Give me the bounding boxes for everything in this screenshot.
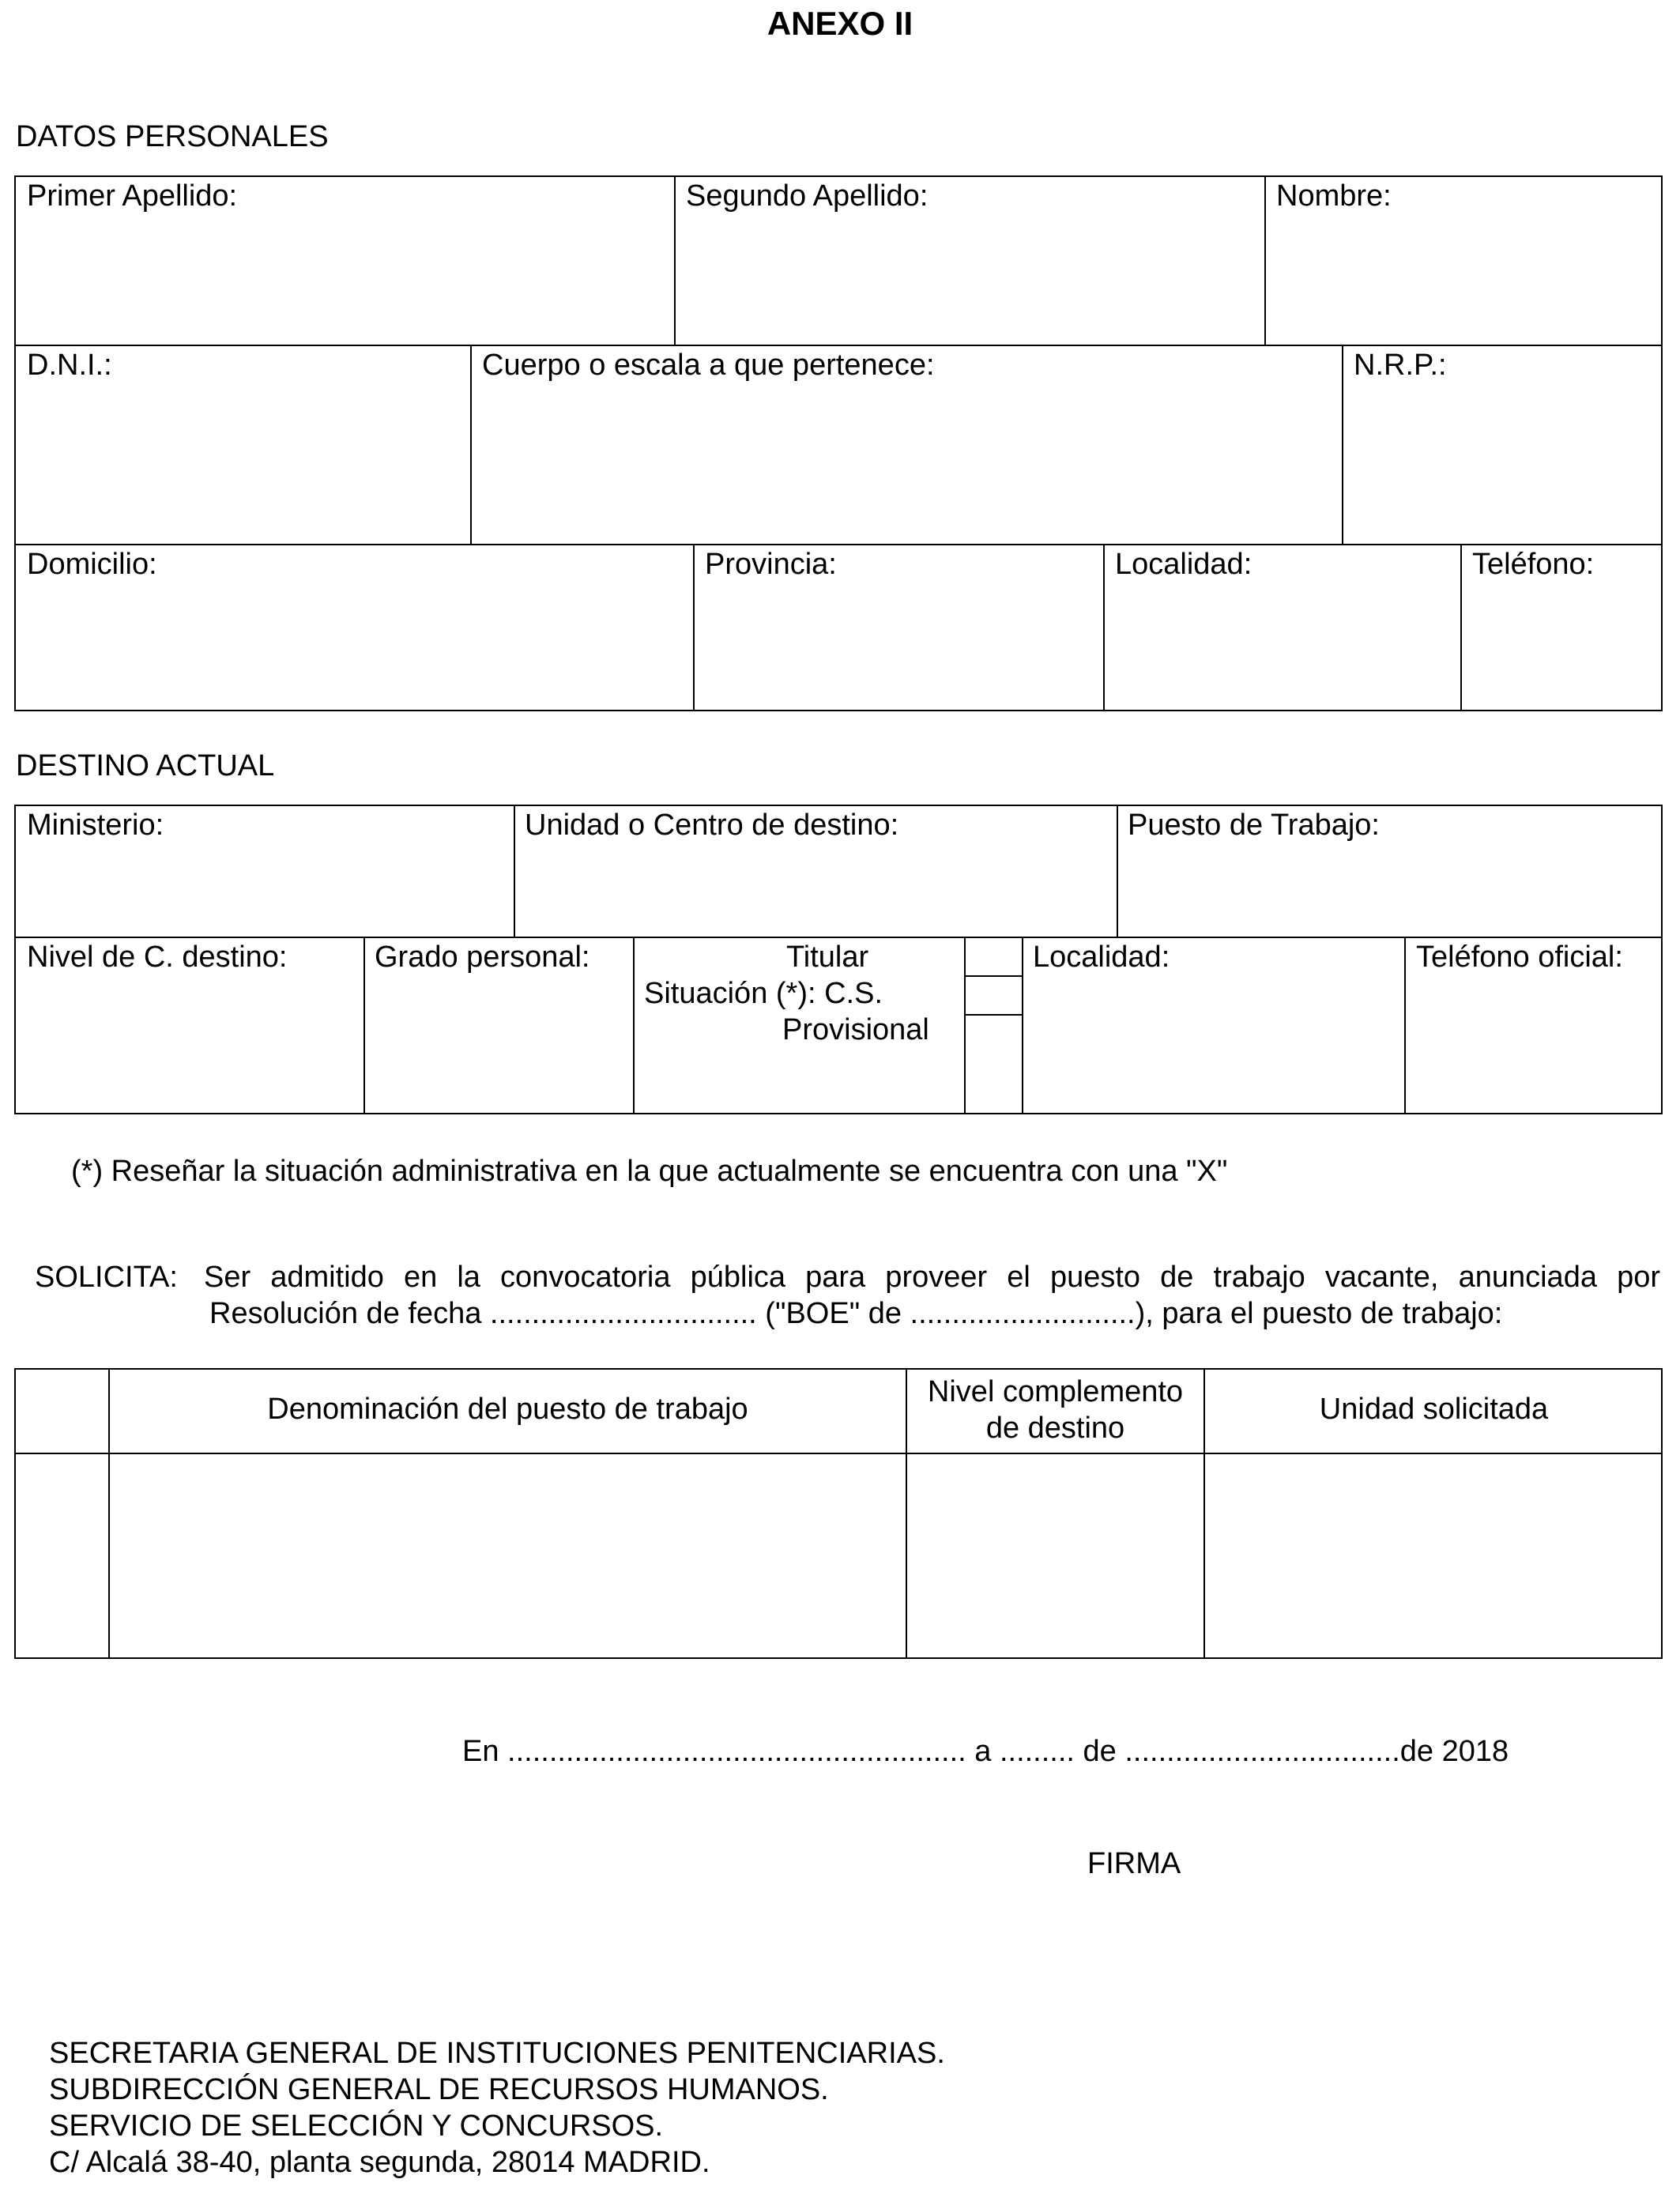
page-title: ANEXO II — [767, 5, 913, 42]
field-domicilio[interactable]: Domicilio: — [27, 548, 157, 581]
solicita-line-2: Resolución de fecha ................................ ("BOE" de ...........................), para el puesto de trabajo: — [209, 1297, 1503, 1330]
situacion-titular-label: Titular — [786, 941, 869, 974]
field-segundo-apellido[interactable]: Segundo Apellido: — [686, 179, 929, 213]
address-line-3: SERVICIO DE SELECCIÓN Y CONCURSOS. — [49, 2109, 664, 2143]
field-dni[interactable]: D.N.I.: — [27, 349, 112, 382]
address-line-2: SUBDIRECCIÓN GENERAL DE RECURSOS HUMANOS. — [49, 2073, 829, 2106]
field-cuerpo[interactable]: Cuerpo o escala a que pertenece: — [482, 349, 935, 382]
field-puesto-trabajo[interactable]: Puesto de Trabajo: — [1128, 809, 1380, 842]
address-line-4: C/ Alcalá 38-40, planta segunda, 28014 MADRID. — [49, 2146, 710, 2179]
field-ministerio[interactable]: Ministerio: — [27, 809, 164, 842]
col-denominacion: Denominación del puesto de trabajo — [267, 1393, 748, 1426]
field-nrp[interactable]: N.R.P.: — [1354, 349, 1447, 382]
address-line-1: SECRETARIA GENERAL DE INSTITUCIONES PENITENCIARIAS. — [49, 2037, 945, 2070]
col-nivel-line-1: Nivel complemento — [927, 1375, 1184, 1408]
situacion-provisional-label: Provisional — [782, 1013, 929, 1046]
signature-label: FIRMA — [1087, 1847, 1181, 1880]
field-provincia[interactable]: Provincia: — [705, 548, 837, 581]
checkbox-titular[interactable] — [964, 975, 1022, 977]
footnote: (*) Reseñar la situación administrativa en la que actualmente se encuentra con una "X" — [71, 1155, 1228, 1188]
date-line[interactable]: En ....................................................... a ......... de .................................de 2018 — [462, 1735, 1509, 1768]
section-heading-personal: DATOS PERSONALES — [16, 120, 329, 153]
personal-data-table — [14, 175, 1663, 711]
field-telefono[interactable]: Teléfono: — [1472, 548, 1595, 581]
section-heading-destino: DESTINO ACTUAL — [16, 749, 275, 782]
field-grado-personal[interactable]: Grado personal: — [375, 941, 590, 974]
field-unidad-destino[interactable]: Unidad o Centro de destino: — [525, 809, 899, 842]
field-nombre[interactable]: Nombre: — [1276, 179, 1392, 213]
col-nivel-line-2: de destino — [985, 1412, 1125, 1445]
checkbox-cs[interactable] — [964, 1014, 1022, 1016]
field-localidad[interactable]: Localidad: — [1115, 548, 1252, 581]
field-nivel-destino[interactable]: Nivel de C. destino: — [27, 941, 288, 974]
solicita-line-1: Ser admitido en la convocatoria pública para proveer el puesto de trabajo vacante, anunciada por — [204, 1261, 1660, 1294]
field-telefono-oficial[interactable]: Teléfono oficial: — [1416, 941, 1623, 974]
solicita-label: SOLICITA: — [35, 1261, 178, 1294]
situacion-label: Situación (*): C.S. — [644, 977, 883, 1010]
field-primer-apellido[interactable]: Primer Apellido: — [27, 179, 238, 213]
col-unidad: Unidad solicitada — [1319, 1393, 1549, 1426]
field-localidad-destino[interactable]: Localidad: — [1033, 941, 1170, 974]
